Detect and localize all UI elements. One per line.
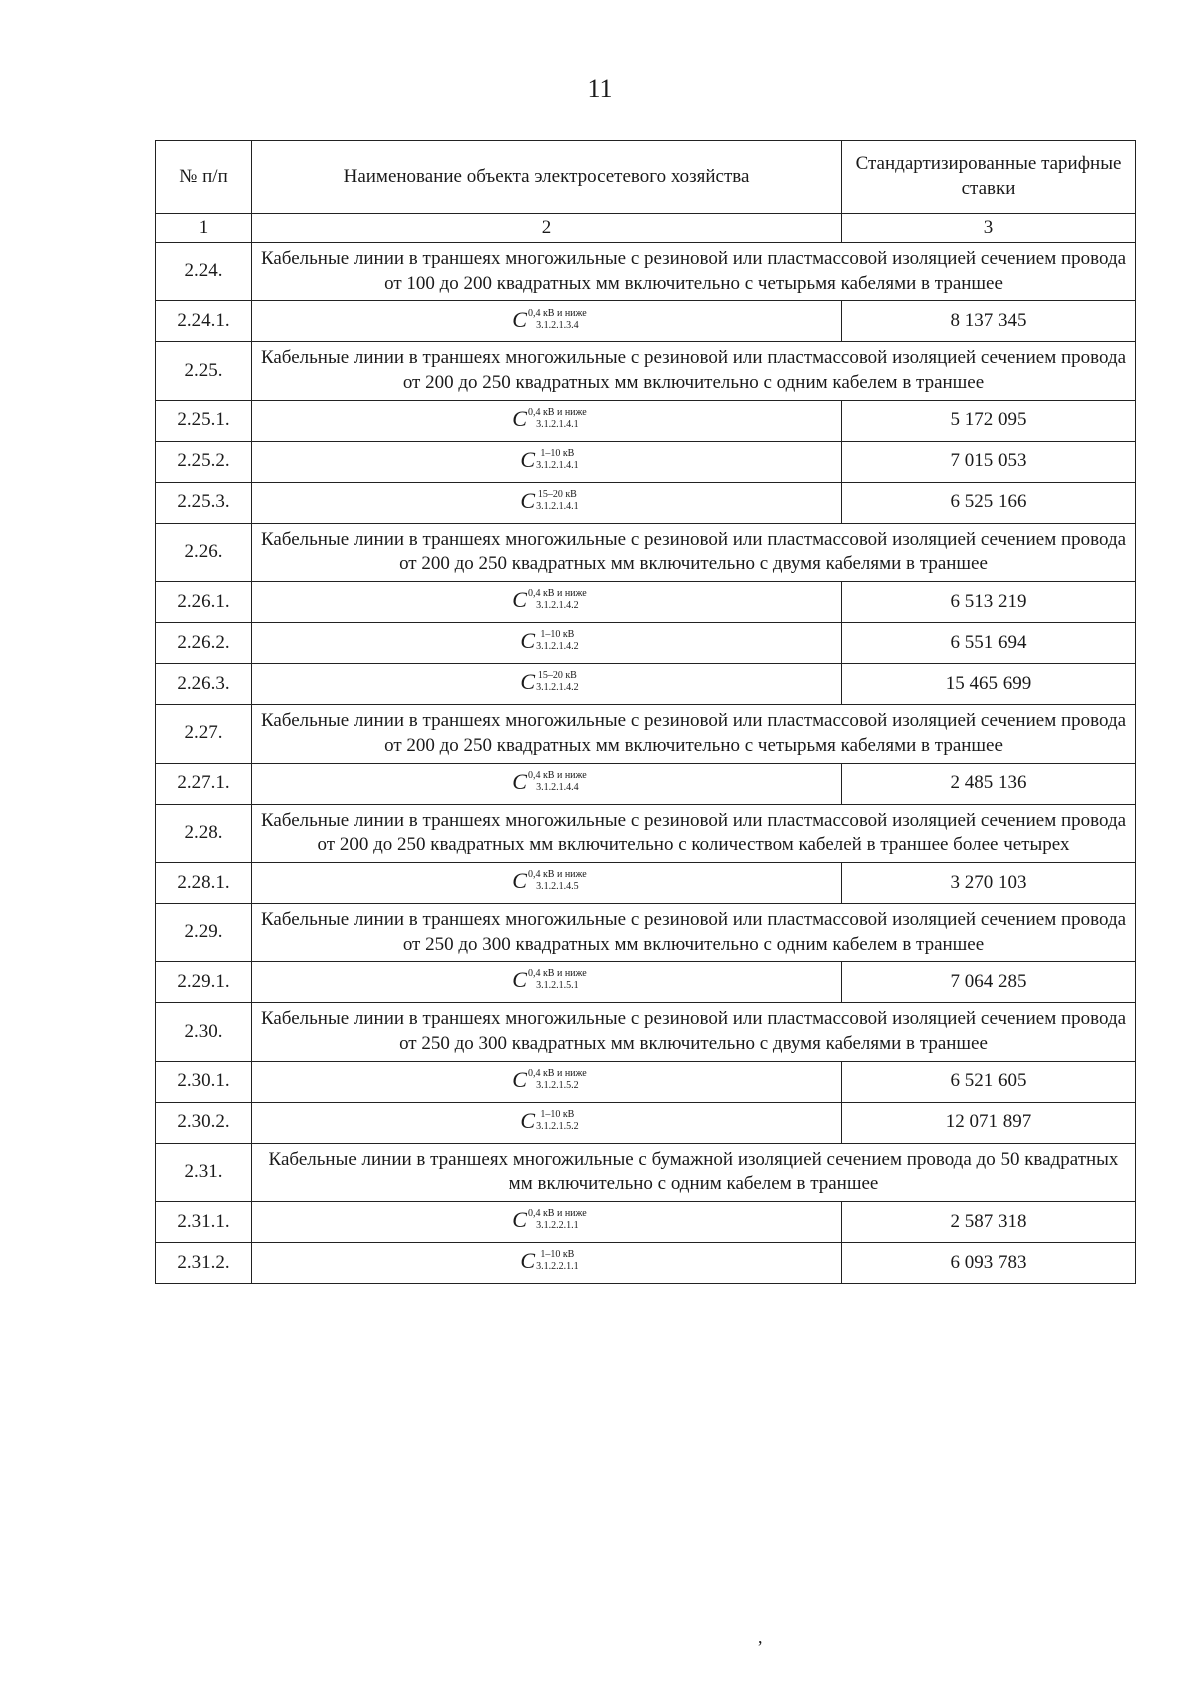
voltage-superscript: 0,4 кВ и ниже <box>527 769 587 781</box>
rate-code <box>252 623 842 664</box>
code-subscript: 3.1.2.1.4.2 <box>536 641 579 653</box>
rate-symbol <box>520 1107 579 1133</box>
rate-row <box>156 1102 1136 1143</box>
rate-row <box>156 664 1136 705</box>
code-subscript: 3.1.2.1.4.5 <box>536 881 579 893</box>
symbol-indices <box>536 1250 579 1272</box>
rate-symbol <box>512 589 587 611</box>
stray-mark: , <box>758 1627 763 1647</box>
rate-symbol <box>512 1209 587 1231</box>
section-number: 2.31. <box>156 1143 252 1201</box>
rate-symbol <box>520 446 579 472</box>
code-subscript: 3.1.2.1.5.2 <box>536 1120 579 1132</box>
voltage-superscript: 0,4 кВ и ниже <box>527 406 587 418</box>
rate-row <box>156 763 1136 804</box>
voltage-superscript: 15–20 кВ <box>537 670 577 682</box>
rate-number: 2.26.3. <box>156 664 252 705</box>
rate-value: 7 064 285 <box>842 962 1136 1003</box>
rate-number: 2.27.1. <box>156 763 252 804</box>
page-number: 11 <box>587 74 613 103</box>
section-number: 2.28. <box>156 804 252 862</box>
rate-symbol <box>520 1250 578 1272</box>
voltage-superscript: 0,4 кВ и ниже <box>527 588 587 600</box>
rate-row <box>156 962 1136 1003</box>
voltage-superscript: 1–10 кВ <box>540 1249 575 1261</box>
rate-value: 7 015 053 <box>842 441 1136 482</box>
rate-code <box>252 1243 842 1284</box>
code-subscript: 3.1.2.1.4.1 <box>536 418 579 430</box>
symbol-indices <box>536 630 579 652</box>
rate-value: 8 137 345 <box>842 301 1136 342</box>
symbol-indices <box>528 309 587 331</box>
symbol-letter: C <box>512 1066 527 1092</box>
header-object-name: Наименование объекта электросетевого хозяйства <box>252 141 842 214</box>
table-header-row <box>156 141 1136 214</box>
rate-code <box>252 862 842 903</box>
rate-symbol <box>512 1066 587 1092</box>
code-subscript: 3.1.2.1.5.2 <box>536 1079 579 1091</box>
rate-number: 2.28.1. <box>156 862 252 903</box>
rate-code <box>252 763 842 804</box>
symbol-letter: C <box>512 306 527 332</box>
section-number: 2.30. <box>156 1003 252 1061</box>
rate-value: 6 521 605 <box>842 1061 1136 1102</box>
rate-row <box>156 441 1136 482</box>
rate-code <box>252 1102 842 1143</box>
rate-row <box>156 623 1136 664</box>
rate-symbol <box>520 630 578 652</box>
rate-code <box>252 400 842 441</box>
symbol-letter: C <box>512 768 527 794</box>
rate-code <box>252 582 842 623</box>
rate-code <box>252 482 842 523</box>
symbol-indices <box>536 1110 579 1132</box>
voltage-superscript: 15–20 кВ <box>537 488 577 500</box>
rate-value: 15 465 699 <box>842 664 1136 705</box>
rate-number: 2.26.1. <box>156 582 252 623</box>
rate-row <box>156 1243 1136 1284</box>
rate-code <box>252 664 842 705</box>
section-title: Кабельные линии в траншеях многожильные с резиновой или пластмассовой изоляцией сечением провода от 200 до 250 квадратных мм включительно с количеством кабелей в траншее более четырех <box>252 804 1136 862</box>
section-row <box>156 1003 1136 1061</box>
symbol-letter: C <box>520 487 536 513</box>
symbol-letter: C <box>512 868 527 894</box>
rate-symbol <box>512 969 587 991</box>
section-title: Кабельные линии в траншеях многожильные с бумажной изоляцией сечением провода до 50 квадратных мм включительно с одним кабелем в траншее <box>252 1143 1136 1201</box>
rate-code <box>252 962 842 1003</box>
rate-value: 2 485 136 <box>842 763 1136 804</box>
code-subscript: 3.1.2.2.1.1 <box>536 1220 579 1232</box>
column-number: 1 <box>156 214 252 243</box>
rate-value: 12 071 897 <box>842 1102 1136 1143</box>
symbol-indices <box>528 1209 587 1231</box>
rate-number: 2.30.2. <box>156 1102 252 1143</box>
section-number: 2.24. <box>156 243 252 301</box>
section-row <box>156 705 1136 763</box>
code-subscript: 3.1.2.1.3.4 <box>536 319 579 331</box>
symbol-indices <box>536 490 579 512</box>
voltage-superscript: 0,4 кВ и ниже <box>527 1067 587 1079</box>
tariff-table <box>155 140 1136 1284</box>
symbol-indices <box>528 969 587 991</box>
rate-number: 2.25.2. <box>156 441 252 482</box>
section-row <box>156 804 1136 862</box>
section-number: 2.29. <box>156 903 252 961</box>
rate-row <box>156 862 1136 903</box>
voltage-superscript: 0,4 кВ и ниже <box>527 1208 587 1220</box>
symbol-letter: C <box>520 669 536 695</box>
code-subscript: 3.1.2.1.5.1 <box>536 980 579 992</box>
rate-symbol <box>512 306 587 332</box>
section-row <box>156 523 1136 581</box>
section-number: 2.27. <box>156 705 252 763</box>
header-number: № п/п <box>156 141 252 214</box>
rate-row <box>156 582 1136 623</box>
rate-symbol <box>512 405 587 431</box>
code-subscript: 3.1.2.2.1.1 <box>536 1261 579 1273</box>
rate-number: 2.31.2. <box>156 1243 252 1284</box>
symbol-letter: C <box>520 628 536 654</box>
section-title: Кабельные линии в траншеях многожильные с резиновой или пластмассовой изоляцией сечением провода от 200 до 250 квадратных мм включительно с одним кабелем в траншее <box>252 342 1136 400</box>
rate-value: 6 551 694 <box>842 623 1136 664</box>
rate-symbol <box>512 870 587 892</box>
rate-row <box>156 1202 1136 1243</box>
voltage-superscript: 0,4 кВ и ниже <box>527 869 587 881</box>
column-number-row <box>156 214 1136 243</box>
rate-number: 2.30.1. <box>156 1061 252 1102</box>
code-subscript: 3.1.2.1.4.1 <box>536 500 579 512</box>
symbol-letter: C <box>512 1207 527 1233</box>
rate-symbol <box>512 768 587 794</box>
symbol-letter: C <box>512 587 527 613</box>
symbol-indices <box>536 671 579 693</box>
symbol-letter: C <box>520 1107 536 1133</box>
section-row <box>156 342 1136 400</box>
voltage-superscript: 1–10 кВ <box>540 629 575 641</box>
section-row <box>156 1143 1136 1201</box>
rate-value: 6 525 166 <box>842 482 1136 523</box>
symbol-indices <box>536 449 579 471</box>
rate-row <box>156 1061 1136 1102</box>
section-title: Кабельные линии в траншеях многожильные с резиновой или пластмассовой изоляцией сечением провода от 250 до 300 квадратных мм включительно с одним кабелем в траншее <box>252 903 1136 961</box>
rate-value: 6 093 783 <box>842 1243 1136 1284</box>
rate-value: 2 587 318 <box>842 1202 1136 1243</box>
rate-code <box>252 301 842 342</box>
rate-number: 2.25.3. <box>156 482 252 523</box>
section-number: 2.25. <box>156 342 252 400</box>
code-subscript: 3.1.2.1.4.1 <box>536 459 579 471</box>
symbol-letter: C <box>520 1248 536 1274</box>
symbol-letter: C <box>520 446 536 472</box>
symbol-indices <box>528 771 587 793</box>
section-number: 2.26. <box>156 523 252 581</box>
column-number: 3 <box>842 214 1136 243</box>
section-title: Кабельные линии в траншеях многожильные с резиновой или пластмассовой изоляцией сечением провода от 200 до 250 квадратных мм включительно с двумя кабелями в траншее <box>252 523 1136 581</box>
rate-number: 2.26.2. <box>156 623 252 664</box>
rate-value: 5 172 095 <box>842 400 1136 441</box>
rate-symbol <box>520 671 578 693</box>
rate-code <box>252 1202 842 1243</box>
voltage-superscript: 1–10 кВ <box>540 447 575 459</box>
symbol-letter: C <box>512 405 527 431</box>
section-title: Кабельные линии в траншеях многожильные с резиновой или пластмассовой изоляцией сечением провода от 200 до 250 квадратных мм включительно с четырьмя кабелями в траншее <box>252 705 1136 763</box>
symbol-indices <box>528 408 587 430</box>
header-tariff-rates: Стандартизированные тарифные ставки <box>842 141 1136 214</box>
rate-row <box>156 482 1136 523</box>
symbol-indices <box>528 870 587 892</box>
column-number: 2 <box>252 214 842 243</box>
rate-code <box>252 1061 842 1102</box>
rate-number: 2.29.1. <box>156 962 252 1003</box>
symbol-indices <box>528 589 587 611</box>
section-row <box>156 243 1136 301</box>
rate-row <box>156 400 1136 441</box>
section-title: Кабельные линии в траншеях многожильные с резиновой или пластмассовой изоляцией сечением провода от 100 до 200 квадратных мм включительно с четырьмя кабелями в траншее <box>252 243 1136 301</box>
symbol-letter: C <box>512 967 527 993</box>
code-subscript: 3.1.2.1.4.4 <box>536 781 579 793</box>
rate-number: 2.24.1. <box>156 301 252 342</box>
voltage-superscript: 0,4 кВ и ниже <box>527 307 587 319</box>
rate-number: 2.31.1. <box>156 1202 252 1243</box>
rate-value: 3 270 103 <box>842 862 1136 903</box>
rate-symbol <box>520 487 579 513</box>
section-row <box>156 903 1136 961</box>
symbol-indices <box>528 1069 587 1091</box>
voltage-superscript: 1–10 кВ <box>540 1108 575 1120</box>
code-subscript: 3.1.2.1.4.2 <box>536 682 579 694</box>
code-subscript: 3.1.2.1.4.2 <box>536 600 579 612</box>
section-title: Кабельные линии в траншеях многожильные с резиновой или пластмассовой изоляцией сечением провода от 250 до 300 квадратных мм включительно с двумя кабелями в траншее <box>252 1003 1136 1061</box>
rate-code <box>252 441 842 482</box>
rate-value: 6 513 219 <box>842 582 1136 623</box>
rate-row <box>156 301 1136 342</box>
voltage-superscript: 0,4 кВ и ниже <box>527 968 587 980</box>
rate-number: 2.25.1. <box>156 400 252 441</box>
